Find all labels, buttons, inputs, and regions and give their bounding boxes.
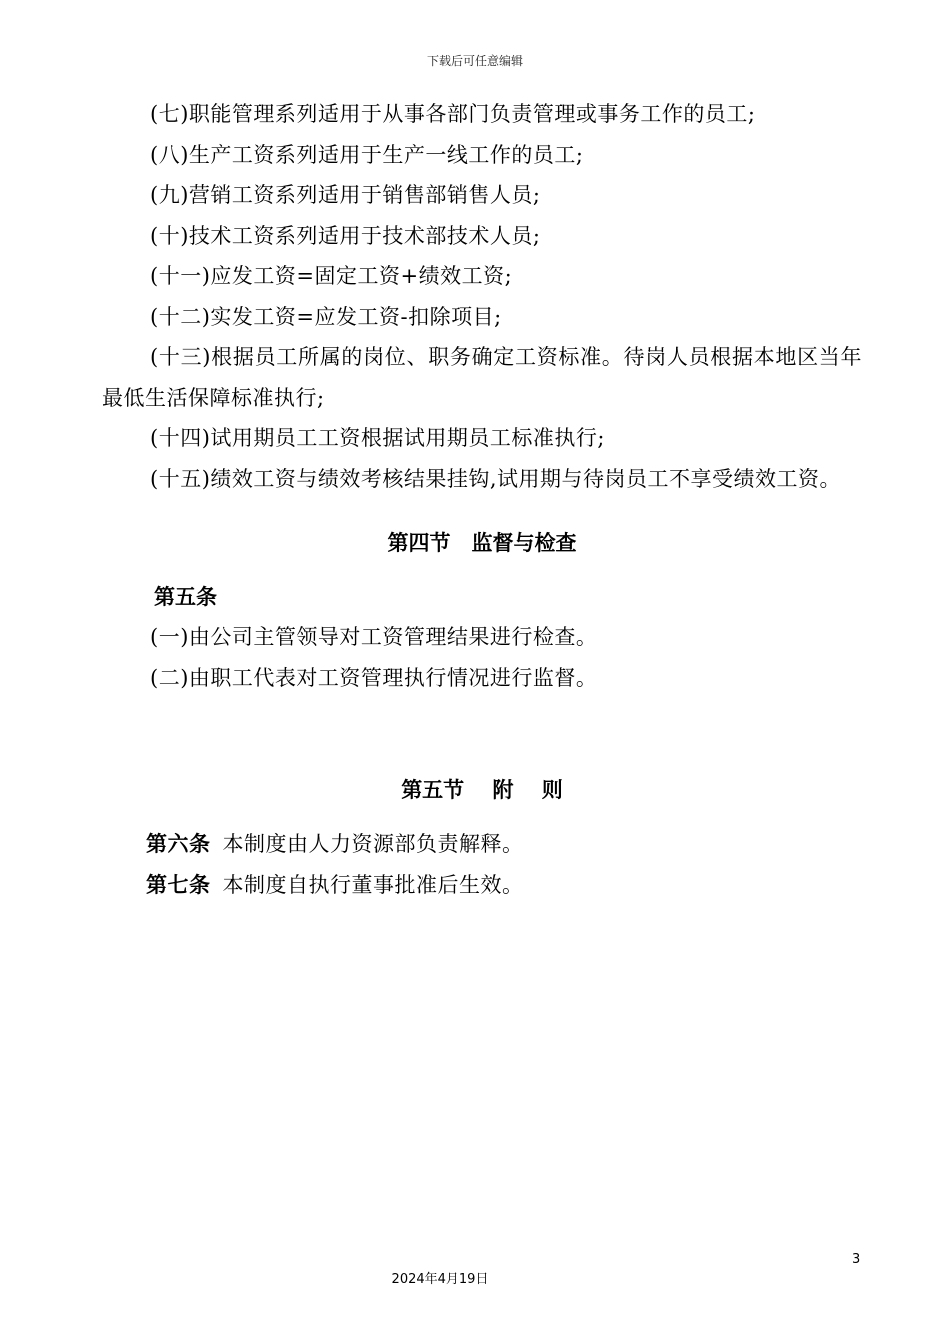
article-5-item-1: (一)由公司主管领导对工资管理结果进行检查。	[150, 625, 598, 649]
article-6-text: 本制度由人力资源部负责解释。	[222, 832, 524, 856]
article-5-item-2: (二)由职工代表对工资管理执行情况进行监督。	[150, 665, 598, 690]
article-7-label: 第七条	[146, 872, 211, 897]
page-number: 3	[852, 1252, 861, 1267]
clause-15: (十五)绩效工资与绩效考核结果挂钩,试用期与待岗员工不享受绩效工资。	[150, 466, 842, 491]
footer-date: 2024年4月19日	[391, 1272, 489, 1287]
section-5-title: 第五节 附 则	[401, 778, 563, 802]
section-4-title: 第四节 监督与检查	[387, 531, 577, 555]
clause-13: (十三)根据员工所属的岗位、职务确定工资标准。待岗人员根据本地区当年最低生活保障标准执行;	[102, 345, 862, 410]
article-7	[102, 865, 862, 906]
clause-12: (十二)实发工资=应发工资-扣除项目;	[150, 304, 502, 329]
clause-7: (七)职能管理系列适用于从事各部门负责管理或事务工作的员工;	[150, 102, 756, 126]
article-6-label: 第六条	[146, 832, 211, 856]
document-body	[102, 94, 862, 905]
article-5-heading: 第五条	[154, 585, 217, 609]
clause-10: (十)技术工资系列适用于技术部技术人员;	[150, 223, 541, 248]
header-note: 下载后可任意编辑	[426, 54, 523, 68]
clause-14: (十四)试用期员工工资根据试用期员工标准执行;	[150, 426, 605, 450]
article-6	[102, 824, 862, 865]
clause-8: (八)生产工资系列适用于生产一线工作的员工;	[150, 142, 584, 167]
clause-9: (九)营销工资系列适用于销售部销售人员;	[150, 183, 541, 207]
clause-11: (十一)应发工资=固定工资+绩效工资;	[150, 264, 513, 288]
article-7-text: 本制度自执行董事批准后生效。	[222, 872, 524, 897]
